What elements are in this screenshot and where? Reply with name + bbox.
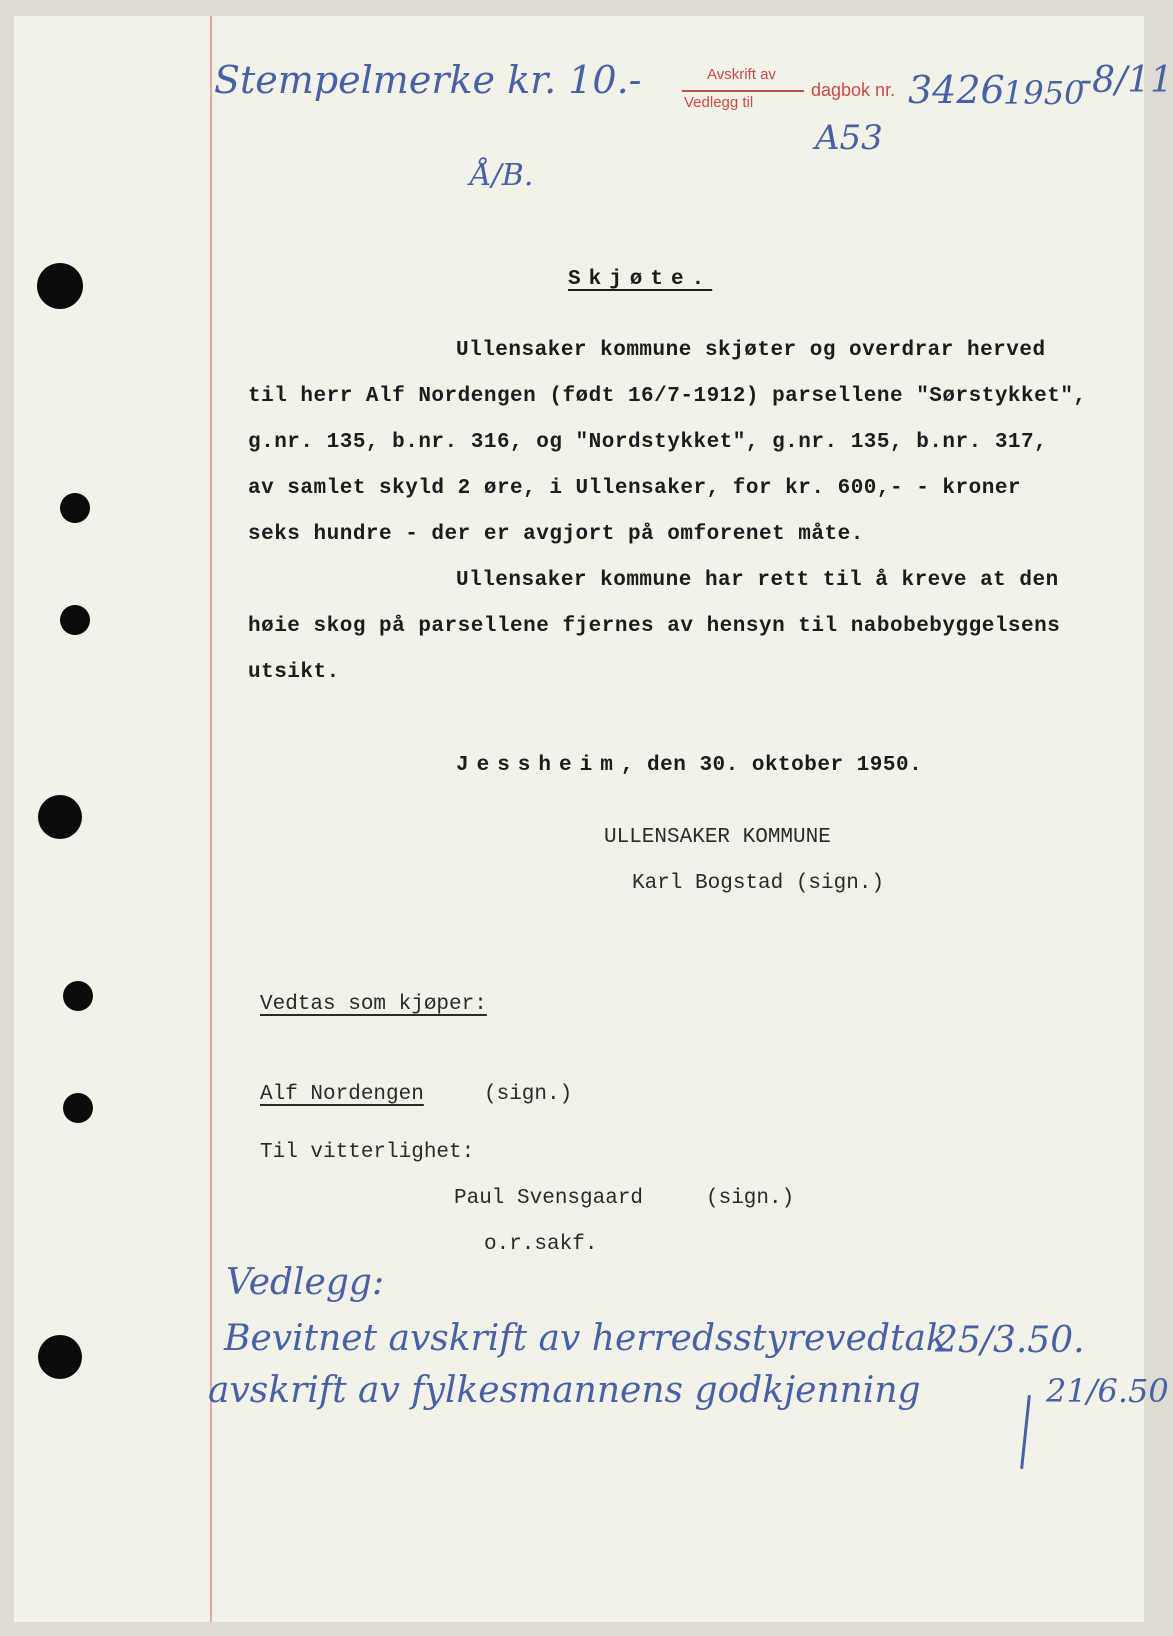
signatory-name: Karl Bogstad (sign.): [632, 872, 885, 895]
reference-mark: A53: [815, 118, 883, 158]
binder-hole: [63, 981, 93, 1011]
vedlegg-line-2: avskrift av fylkesmannens godkjenning: [208, 1370, 921, 1411]
binder-hole: [38, 795, 82, 839]
body-line: høie skog på parsellene fjernes av hensyn til nabobebyggelsens: [248, 615, 1061, 638]
dagbok-year: 1950: [1003, 74, 1085, 112]
vedlegg-heading: Vedlegg:: [226, 1262, 385, 1303]
body-line: utsikt.: [248, 661, 340, 684]
initials: Å/B.: [470, 158, 534, 193]
buyer-name: Alf Nordengen: [260, 1083, 424, 1106]
stamp-dagbok: dagbok nr.: [811, 80, 896, 100]
signatory-org: ULLENSAKER KOMMUNE: [604, 826, 831, 849]
body-line: til herr Alf Nordengen (født 16/7-1912) parsellene "Sørstykket",: [248, 385, 1087, 408]
stamp-divider: [682, 90, 804, 92]
buyer-sign: (sign.): [484, 1083, 573, 1106]
dagbok-date: -8/11: [1080, 60, 1173, 101]
witness-sign: (sign.): [706, 1187, 795, 1210]
stamp-avskrift: Avskrift av: [707, 66, 776, 83]
body-line: av samlet skyld 2 øre, i Ullensaker, for kr. 600,- - kroner: [248, 477, 1022, 500]
binder-hole: [37, 263, 83, 309]
binder-hole: [60, 605, 90, 635]
binder-hole: [60, 493, 90, 523]
witness-title: o.r.sakf.: [484, 1233, 598, 1256]
date-text: , den 30. oktober 1950.: [620, 754, 923, 777]
witness-name: Paul Svensgaard: [454, 1187, 644, 1210]
dagbok-number: 3426: [908, 68, 1005, 112]
vedlegg-line-2-date: 21/6.50: [1046, 1372, 1169, 1410]
body-line: seks hundre - der er avgjort på omforenet måte.: [248, 523, 864, 546]
document-title: Skjøte.: [568, 268, 713, 291]
place-date: [456, 754, 922, 777]
body-line: Ullensaker kommune har rett til å kreve at den: [456, 569, 1059, 592]
vedlegg-line-1: Bevitnet avskrift av herredsstyrevedtak: [224, 1318, 948, 1359]
vedlegg-line-1-date: 25/3.50.: [935, 1320, 1085, 1361]
stamp-vedlegg: Vedlegg til: [684, 94, 754, 111]
witness-label: Til vitterlighet:: [260, 1141, 475, 1164]
binder-hole: [38, 1335, 82, 1379]
accepted-label: Vedtas som kjøper:: [260, 993, 487, 1016]
body-line: g.nr. 135, b.nr. 316, og "Nordstykket", g.nr. 135, b.nr. 317,: [248, 431, 1048, 454]
binder-hole: [63, 1093, 93, 1123]
stempelmerke-note: Stempelmerke kr. 10.-: [214, 58, 642, 102]
body-line: Ullensaker kommune skjøter og overdrar herved: [456, 339, 1046, 362]
place-name: Jessheim: [456, 754, 621, 777]
